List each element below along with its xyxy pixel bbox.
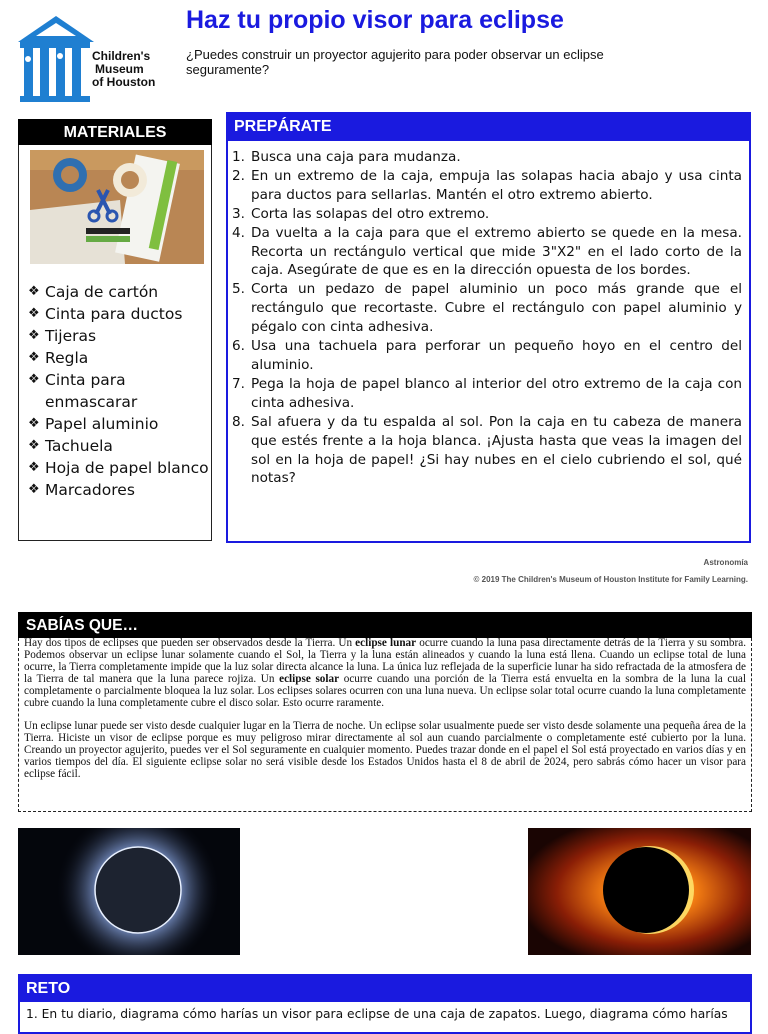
diamond-bullet-icon: ❖: [28, 460, 40, 475]
paragraph: Un eclipse lunar puede ser visto desde cualquier lugar en la Tierra de noche. Un eclipse solar usualmente puede ser visto desde solamente una pequeña área de la Tierra. Hiciste un visor de eclipse porque es muy peligroso mirar directamente al sol aun cuando parcialmente o completamente esté cubierto por la luna. Creando un proyector agujerito, puedes ver el Sol seguramente en cualquier momento. Puedes trazar donde en el papel el Sol está proyectado en varios días y en varios tiempos del día. El siguiente eclipse solar no será visible desde los Estados Unidos hasta el 8 de abril de 2024, pero sabrás cómo hacer un visor para eclipse fácil.: [24, 720, 746, 781]
lunar-eclipse-image: [18, 828, 240, 955]
list-item: 1. Busca una caja para mudanza.: [232, 149, 461, 165]
list-item: 7. Pega la hoja de papel blanco al interior del otro extremo de la caja con cinta adhesiva.: [232, 375, 742, 411]
category-label: Astronomía: [703, 558, 748, 567]
list-item: ❖ Cinta para ductos: [28, 305, 183, 323]
diamond-bullet-icon: ❖: [28, 438, 40, 453]
page-subtitle: ¿Puedes construir un proyector agujerito para poder observar un eclipse seguramente?: [186, 47, 604, 77]
did-you-know-text: [24, 638, 746, 781]
prepare-heading: PREPÁRATE: [226, 112, 751, 141]
diamond-bullet-icon: ❖: [28, 328, 40, 343]
challenge-heading: RETO: [18, 974, 752, 1002]
diamond-bullet-icon: ❖: [28, 482, 40, 497]
list-item: ❖ Tachuela: [28, 437, 113, 455]
logo-wordmark: Children's Museum of Houston: [92, 49, 156, 89]
diamond-bullet-icon: ❖: [28, 284, 40, 299]
did-you-know-heading: SABÍAS QUE…: [18, 612, 752, 638]
list-item: ❖ Marcadores: [28, 481, 135, 499]
list-item: ❖ Papel aluminio: [28, 415, 159, 433]
list-item: 8. Sal afuera y da tu espalda al sol. Pon la caja en tu cabeza de manera que estés frente a la hoja blanca. ¡Ajusta hasta que veas la imagen del sol en la hoja de papel! ¿Si hay nubes en el cielo cubriendo el sol, qué notas?: [232, 413, 742, 487]
list-item: ❖ Hoja de papel blanco: [28, 459, 209, 477]
copyright-text: © 2019 The Children's Museum of Houston Institute for Family Learning.: [473, 575, 748, 584]
diamond-bullet-icon: ❖: [28, 372, 40, 387]
list-item: 6. Usa una tachuela para perforar un pequeño hoyo en el centro del aluminio.: [232, 338, 742, 373]
materials-list: [28, 281, 210, 501]
list-item: 5. Corta un pedazo de papel aluminio un poco más grande que el rectángulo que recortaste. Cubre el rectángulo con papel aluminio y pégalo con cinta adhesiva.: [232, 281, 742, 336]
materials-photo: [30, 150, 204, 264]
diamond-bullet-icon: ❖: [28, 416, 40, 431]
materials-heading: MATERIALES: [18, 119, 212, 145]
list-item: ❖ Cinta para enmascarar: [28, 371, 138, 411]
page-title: Haz tu propio visor para eclipse: [186, 6, 564, 34]
solar-eclipse-image: [528, 828, 751, 955]
list-item: 4. Da vuelta a la caja para que el extremo abierto se quede en la mesa. Recorta un rectángulo vertical que mide 3"X2" en el lado corto de la caja. Asegúrate de que es en la dirección opuesta de los bordes.: [232, 224, 742, 279]
diamond-bullet-icon: ❖: [28, 306, 40, 321]
list-item: ❖ Caja de cartón: [28, 283, 159, 301]
list-item: ❖ Regla: [28, 349, 89, 367]
prepare-steps: [232, 148, 742, 488]
challenge-item: 1. En tu diario, diagrama cómo harías un visor para eclipse de una caja de zapatos. Luego, diagrama cómo harías: [26, 1007, 728, 1021]
diamond-bullet-icon: ❖: [28, 350, 40, 365]
list-item: ❖ Tijeras: [28, 327, 97, 345]
list-item: 2. En un extremo de la caja, empuja las solapas hacia abajo y usa cinta para ductos para sellarlas. Mantén el otro extremo abierto.: [232, 167, 742, 203]
list-item: 3. Corta las solapas del otro extremo.: [232, 205, 490, 222]
paragraph: Hay dos tipos de eclipses que pueden ser observados desde la Tierra. Un eclipse lunar ocurre cuando la luna pasa directamente detrás de la Tierra y su sombra. Podemos observar un eclipse lunar solamente cuando el Sol, la Tierra y la luna están alineados y cuando la luna está llena. Cuando un eclipse total de luna ocurre, la Tierra completamente impide que la luz solar directa alcance la luna. La única luz reflejada de la superficie lunar ha sido refractada de la atmosfera de la Tierra de tal manera que la luna parece rojiza. Un eclipse solar ocurre cuando una porción de la Tierra está envuelta en la sombra de la luna la cual completamente o parcialmente bloquea la luz solar. Los eclipses solares ocurren con una luna nueva. Un eclipse solar total ocurre cuando la luna completamente cubre cuando la luna completamente cubre el disco solar. Esto ocurre raramente.: [24, 637, 746, 709]
